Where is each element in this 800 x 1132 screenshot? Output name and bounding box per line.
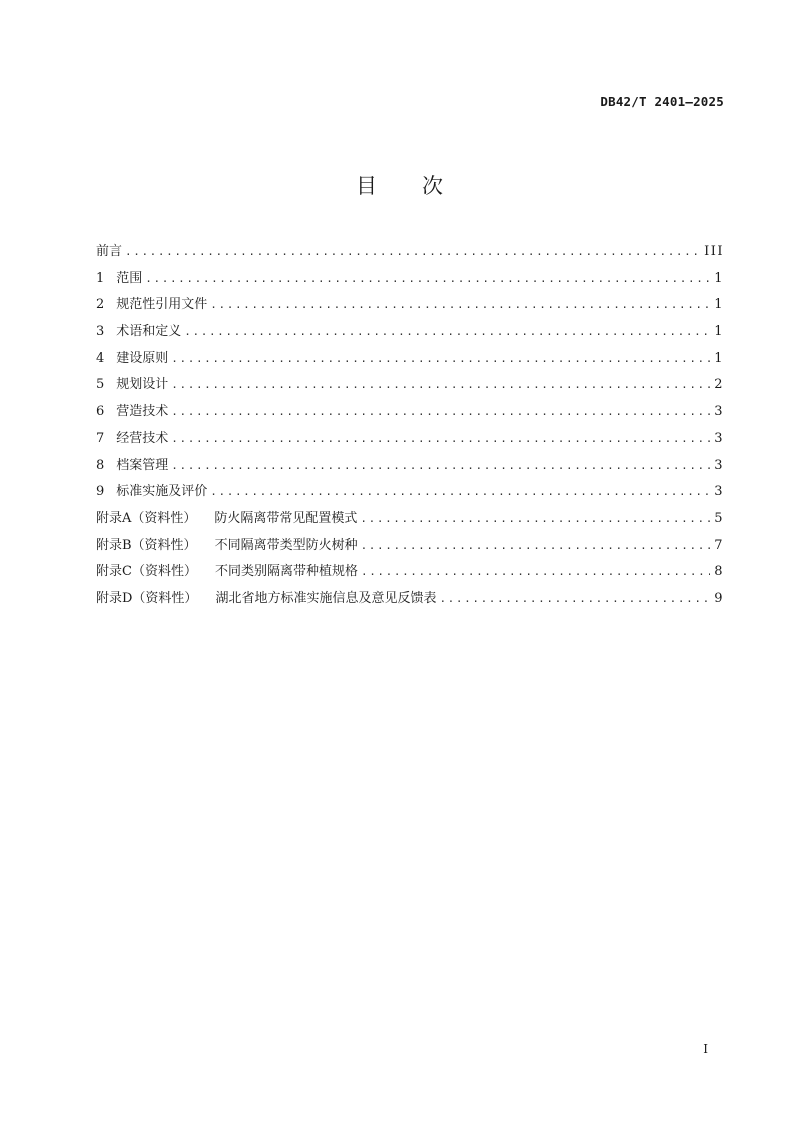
toc-entry-number: 5 <box>96 377 105 393</box>
toc-entry-normative-references[interactable] <box>96 297 724 324</box>
dot-leader <box>145 271 710 287</box>
document-code: DB42/T 2401—2025 <box>600 94 724 109</box>
toc-entry-page: 1 <box>714 270 724 286</box>
toc-entry-appendix-d[interactable] <box>96 591 724 618</box>
toc-entry-label: 规划设计 <box>116 377 169 393</box>
toc-entry-page: 9 <box>714 590 724 606</box>
toc-entry-implementation-evaluation[interactable] <box>96 484 724 511</box>
toc-entry-scope[interactable] <box>96 271 724 298</box>
toc-entry-label: 经营技术 <box>116 430 169 446</box>
toc-entry-page: 3 <box>714 404 724 420</box>
toc-entry-label: 术语和定义 <box>116 324 182 340</box>
table-of-contents <box>96 244 724 618</box>
dot-leader <box>361 538 711 554</box>
toc-entry-archive-management[interactable] <box>96 458 724 485</box>
toc-entry-page: 8 <box>714 564 724 580</box>
toc-entry-management-techniques[interactable] <box>96 431 724 458</box>
toc-entry-number: 附录B（资料性） <box>96 537 197 553</box>
toc-entry-number: 3 <box>96 324 105 340</box>
toc-entry-appendix-b[interactable] <box>96 538 724 565</box>
toc-entry-planning-design[interactable] <box>96 377 724 404</box>
toc-entry-label: 营造技术 <box>116 404 169 420</box>
toc-entry-label: 档案管理 <box>116 457 169 473</box>
dot-leader <box>125 244 700 260</box>
dot-leader <box>210 484 710 500</box>
toc-entry-number: 4 <box>96 350 105 366</box>
toc-entry-foreword[interactable] <box>96 244 724 271</box>
toc-entry-label: 不同隔离带类型防火树种 <box>214 537 358 553</box>
toc-entry-label: 湖北省地方标准实施信息及意见反馈表 <box>215 590 437 606</box>
toc-entry-label: 前言 <box>96 244 123 259</box>
dot-leader <box>360 511 710 527</box>
toc-entry-label: 标准实施及评价 <box>116 484 208 500</box>
toc-entry-label: 规范性引用文件 <box>116 297 208 313</box>
toc-entry-number: 8 <box>96 457 105 473</box>
toc-entry-terms-definitions[interactable] <box>96 324 724 351</box>
dot-leader <box>171 377 710 393</box>
toc-entry-appendix-a[interactable] <box>96 511 724 538</box>
toc-entry-page: 1 <box>714 324 724 340</box>
toc-entry-number: 7 <box>96 430 105 446</box>
dot-leader <box>171 431 710 447</box>
toc-entry-page: 1 <box>714 297 724 313</box>
toc-entry-page: III <box>704 244 724 259</box>
toc-entry-page: 1 <box>714 350 724 366</box>
toc-entry-label: 防火隔离带常见配置模式 <box>214 510 358 526</box>
dot-leader <box>171 404 710 420</box>
dot-leader <box>171 458 710 474</box>
toc-entry-label: 不同类别隔离带种植规格 <box>214 564 358 580</box>
dot-leader <box>361 564 710 580</box>
title-char-1: 目 <box>356 174 378 198</box>
toc-entry-appendix-c[interactable] <box>96 564 724 591</box>
toc-entry-label: 建设原则 <box>116 350 169 366</box>
toc-entry-construction-principles[interactable] <box>96 351 724 378</box>
toc-entry-construction-techniques[interactable] <box>96 404 724 431</box>
toc-entry-number: 6 <box>96 404 105 420</box>
toc-entry-page: 3 <box>714 430 724 446</box>
dot-leader <box>171 351 710 367</box>
toc-entry-number: 1 <box>96 270 105 286</box>
title-char-2: 次 <box>422 174 444 198</box>
toc-entry-number: 附录C（资料性） <box>96 564 197 580</box>
toc-entry-number: 附录A（资料性） <box>96 510 197 526</box>
toc-entry-page: 5 <box>714 510 724 526</box>
page-title <box>0 170 800 200</box>
dot-leader <box>210 297 710 313</box>
toc-entry-page: 3 <box>714 457 724 473</box>
toc-entry-number: 2 <box>96 297 105 313</box>
toc-entry-page: 2 <box>714 377 724 393</box>
toc-entry-page: 7 <box>714 537 724 553</box>
dot-leader <box>184 324 710 340</box>
toc-entry-number: 附录D（资料性） <box>96 590 198 606</box>
toc-entry-label: 范围 <box>116 270 143 286</box>
toc-entry-number: 9 <box>96 484 105 500</box>
page-number: I <box>703 1042 708 1056</box>
dot-leader <box>439 591 710 607</box>
toc-entry-page: 3 <box>714 484 724 500</box>
